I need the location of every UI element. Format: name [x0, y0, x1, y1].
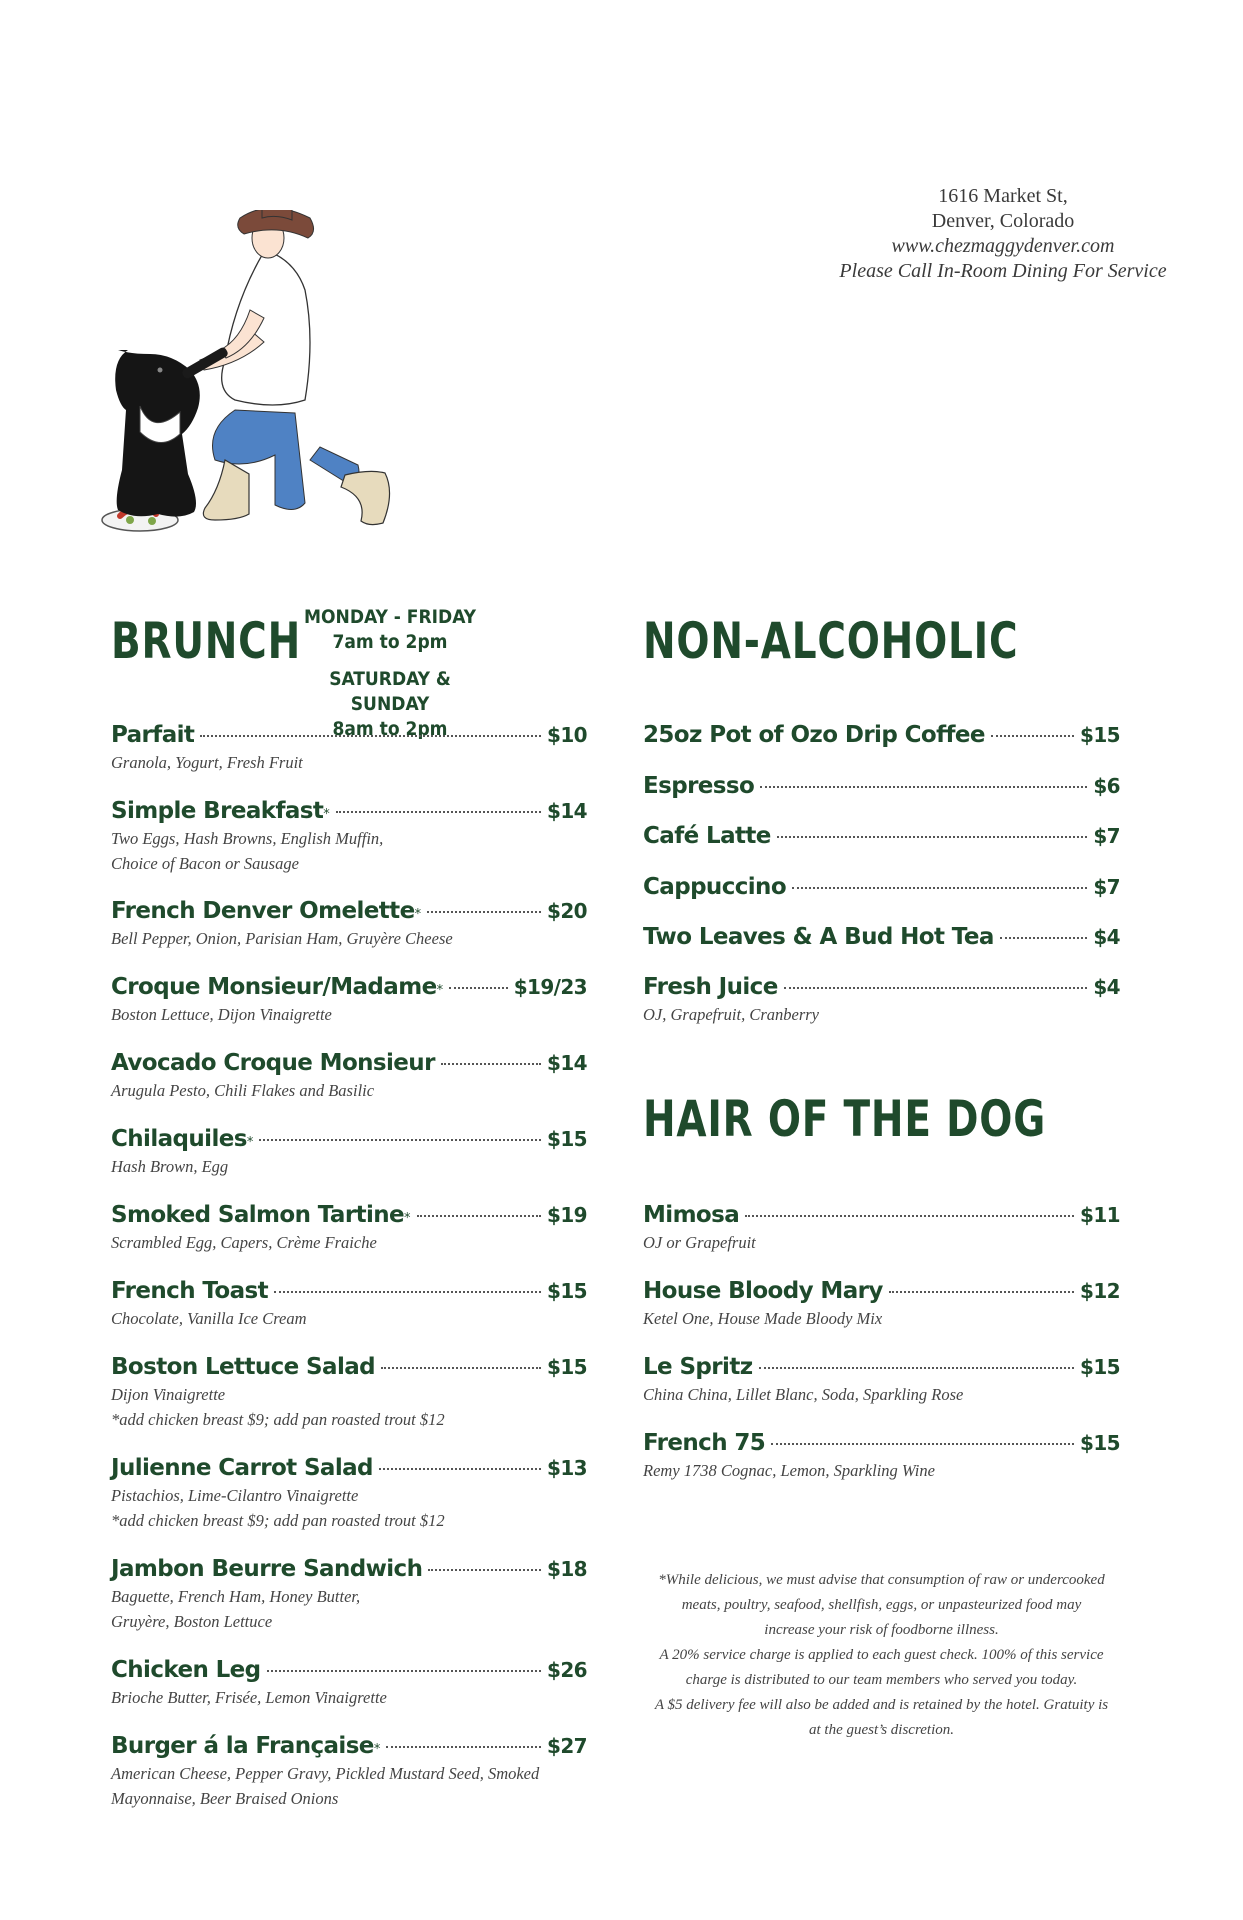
brunch-item: [111, 1202, 587, 1255]
website: www.chezmaggydenver.com: [891, 235, 1115, 257]
brunch-item: [111, 722, 587, 775]
dot-leader: [771, 1443, 1074, 1445]
item-name: Parfait: [111, 722, 195, 748]
item-price: $6: [1093, 774, 1120, 798]
dot-leader: [267, 1670, 541, 1672]
dot-leader: [745, 1215, 1074, 1217]
asterisk-marker: *: [436, 983, 444, 998]
brunch-item: [111, 1657, 587, 1710]
footnote-line: at the guest’s discretion.: [809, 1722, 954, 1738]
disclaimer-footnote: [643, 1568, 1120, 1743]
dot-leader: [1000, 937, 1088, 939]
dot-leader: [336, 811, 541, 813]
footnote-line: *While delicious, we must advise that consumption of raw or undercooked: [658, 1572, 1105, 1588]
asterisk-marker: *: [373, 1742, 381, 1757]
item-description: Dijon Vinaigrette: [111, 1385, 226, 1404]
item-description: Arugula Pesto, Chili Flakes and Basilic: [111, 1081, 375, 1100]
service-note: Please Call In-Room Dining For Service: [839, 260, 1167, 282]
item-price: $4: [1093, 925, 1120, 949]
item-price: $26: [547, 1658, 587, 1682]
item-price: $11: [1080, 1203, 1120, 1227]
dot-leader: [449, 987, 508, 989]
item-price: $15: [547, 1279, 587, 1303]
dot-leader: [379, 1468, 541, 1470]
hair-of-the-dog-heading: HAIR OF THE DOG: [643, 1090, 1047, 1148]
item-price: $15: [1080, 723, 1120, 747]
item-description: Hash Brown, Egg: [111, 1157, 229, 1176]
hair-of-the-dog-item: [643, 1278, 1120, 1331]
item-description: Pistachios, Lime-Cilantro Vinaigrette: [111, 1486, 359, 1505]
item-name: House Bloody Mary: [643, 1278, 883, 1304]
item-price: $18: [547, 1557, 587, 1581]
item-description: Two Eggs, Hash Browns, English Muffin,: [111, 829, 384, 848]
dot-leader: [760, 786, 1087, 788]
dot-leader: [784, 987, 1088, 989]
item-name: Mimosa: [643, 1202, 740, 1228]
dot-leader: [991, 735, 1074, 737]
brunch-item: [111, 1733, 587, 1811]
brunch-item: [111, 1278, 587, 1331]
street: 1616 Market St,: [938, 185, 1068, 207]
item-description: OJ or Grapefruit: [643, 1233, 756, 1252]
item-price: $12: [1080, 1279, 1120, 1303]
item-name: Smoked Salmon Tartine: [111, 1202, 405, 1228]
hair-of-the-dog-item: [643, 1202, 1120, 1255]
item-description: Bell Pepper, Onion, Parisian Ham, Gruyère Cheese: [111, 929, 453, 948]
dot-leader: [428, 1569, 541, 1571]
address-block: [838, 184, 1168, 284]
brunch-item: [111, 1354, 587, 1432]
hair-of-the-dog-item: [643, 1354, 1120, 1407]
dot-leader: [381, 1367, 541, 1369]
dot-leader: [889, 1291, 1074, 1293]
item-name: Chilaquiles: [111, 1126, 247, 1152]
item-name: Avocado Croque Monsieur: [111, 1050, 435, 1076]
asterisk-marker: *: [404, 1211, 411, 1226]
dot-leader: [200, 735, 541, 737]
brunch-item: [111, 1556, 587, 1634]
item-description: *add chicken breast $9; add pan roasted trout $12: [111, 1511, 445, 1530]
item-name: Café Latte: [643, 823, 771, 849]
dot-leader: [759, 1367, 1075, 1369]
non-alcoholic-item: [643, 823, 1120, 849]
footnote-line: A $5 delivery fee will also be added and is retained by the hotel. Gratuity is: [654, 1697, 1109, 1713]
brunch-heading: BRUNCH: [111, 612, 302, 670]
item-description: Chocolate, Vanilla Ice Cream: [111, 1309, 307, 1328]
item-price: $14: [547, 799, 587, 823]
item-name: Croque Monsieur/Madame: [111, 974, 437, 1000]
item-price: $15: [547, 1127, 587, 1151]
asterisk-marker: *: [414, 907, 422, 922]
item-price: $15: [1080, 1355, 1120, 1379]
item-name: Fresh Juice: [643, 974, 778, 1000]
dot-leader: [386, 1746, 541, 1748]
footnote-line: meats, poultry, seafood, shellfish, eggs, or unpasteurized food may: [681, 1597, 1082, 1613]
item-price: $14: [547, 1051, 587, 1075]
non-alcoholic-item: [643, 722, 1120, 748]
brunch-item: [111, 1126, 587, 1179]
non-alcoholic-item: [643, 773, 1120, 799]
dot-leader: [427, 911, 541, 913]
item-price: $27: [547, 1734, 587, 1758]
item-description: *add chicken breast $9; add pan roasted trout $12: [111, 1410, 445, 1429]
dot-leader: [792, 887, 1087, 889]
item-name: Le Spritz: [643, 1354, 753, 1380]
brunch-item: [111, 798, 587, 876]
item-name: French 75: [643, 1430, 766, 1456]
item-name: Two Leaves & A Bud Hot Tea: [643, 924, 994, 950]
item-description: Baguette, French Ham, Honey Butter,: [111, 1587, 361, 1606]
item-price: $4: [1093, 975, 1120, 999]
item-price: $13: [547, 1456, 587, 1480]
hair-of-the-dog-item: [643, 1430, 1120, 1483]
item-name: Jambon Beurre Sandwich: [111, 1556, 423, 1582]
item-description: Remy 1738 Cognac, Lemon, Sparkling Wine: [643, 1461, 935, 1480]
item-price: $15: [547, 1355, 587, 1379]
item-price: $7: [1093, 875, 1120, 899]
weekday-time: 7am to 2pm: [332, 631, 448, 653]
item-name: Chicken Leg: [111, 1657, 261, 1683]
footnote-line: increase your risk of foodborne illness.: [764, 1622, 999, 1638]
weekend-days: SATURDAY & SUNDAY: [329, 668, 451, 715]
item-name: French Denver Omelette: [111, 898, 415, 924]
weekend-time: 8am to 2pm: [332, 718, 448, 740]
non-alcoholic-item: [643, 924, 1120, 950]
brunch-item: [111, 1050, 587, 1103]
item-name: Cappuccino: [643, 874, 787, 900]
item-name: Simple Breakfast: [111, 798, 324, 824]
item-description: Boston Lettuce, Dijon Vinaigrette: [111, 1005, 332, 1024]
item-price: $7: [1093, 824, 1120, 848]
item-name: Julienne Carrot Salad: [111, 1455, 373, 1481]
dot-leader: [274, 1291, 541, 1293]
item-description: Granola, Yogurt, Fresh Fruit: [111, 753, 303, 772]
brunch-item: [111, 898, 587, 951]
item-price: $19: [547, 1203, 587, 1227]
item-price: $20: [547, 899, 587, 923]
item-description: China China, Lillet Blanc, Soda, Sparkling Rose: [643, 1385, 964, 1404]
footnote-line: A 20% service charge is applied to each guest check. 100% of this service: [659, 1647, 1104, 1663]
item-price: $15: [1080, 1431, 1120, 1455]
footnote-line: charge is distributed to our team members who served you today.: [685, 1672, 1078, 1688]
asterisk-marker: *: [246, 1135, 254, 1150]
non-alcoholic-item: [643, 974, 1120, 1027]
asterisk-marker: *: [323, 807, 330, 822]
item-name: Boston Lettuce Salad: [111, 1354, 376, 1380]
brunch-item: [111, 1455, 587, 1533]
item-name: Burger á la Française: [111, 1733, 374, 1759]
item-price: $19/23: [513, 975, 587, 999]
item-description: Scrambled Egg, Capers, Crème Fraiche: [111, 1233, 377, 1252]
item-description: Ketel One, House Made Bloody Mix: [643, 1309, 883, 1328]
non-alcoholic-item: [643, 874, 1120, 900]
item-description: OJ, Grapefruit, Cranberry: [643, 1005, 819, 1024]
item-price: $10: [547, 723, 587, 747]
weekday-days: MONDAY - FRIDAY: [303, 606, 476, 628]
dot-leader: [259, 1139, 541, 1141]
non-alcoholic-heading: NON-ALCOHOLIC: [643, 612, 1019, 670]
item-name: 25oz Pot of Ozo Drip Coffee: [643, 722, 985, 748]
item-description: Mayonnaise, Beer Braised Onions: [111, 1789, 339, 1808]
brunch-item: [111, 974, 587, 1027]
item-name: Espresso: [643, 773, 755, 799]
dot-leader: [777, 836, 1088, 838]
item-description: Brioche Butter, Frisée, Lemon Vinaigrette: [111, 1688, 387, 1707]
dot-leader: [417, 1215, 542, 1217]
cowboy-and-dog-illustration: [100, 210, 440, 535]
item-name: French Toast: [111, 1278, 269, 1304]
item-description: Gruyère, Boston Lettuce: [111, 1612, 273, 1631]
dot-leader: [441, 1063, 541, 1065]
item-description: Choice of Bacon or Sausage: [111, 854, 299, 873]
city: Denver, Colorado: [931, 210, 1075, 232]
item-description: American Cheese, Pepper Gravy, Pickled Mustard Seed, Smoked: [111, 1764, 540, 1783]
